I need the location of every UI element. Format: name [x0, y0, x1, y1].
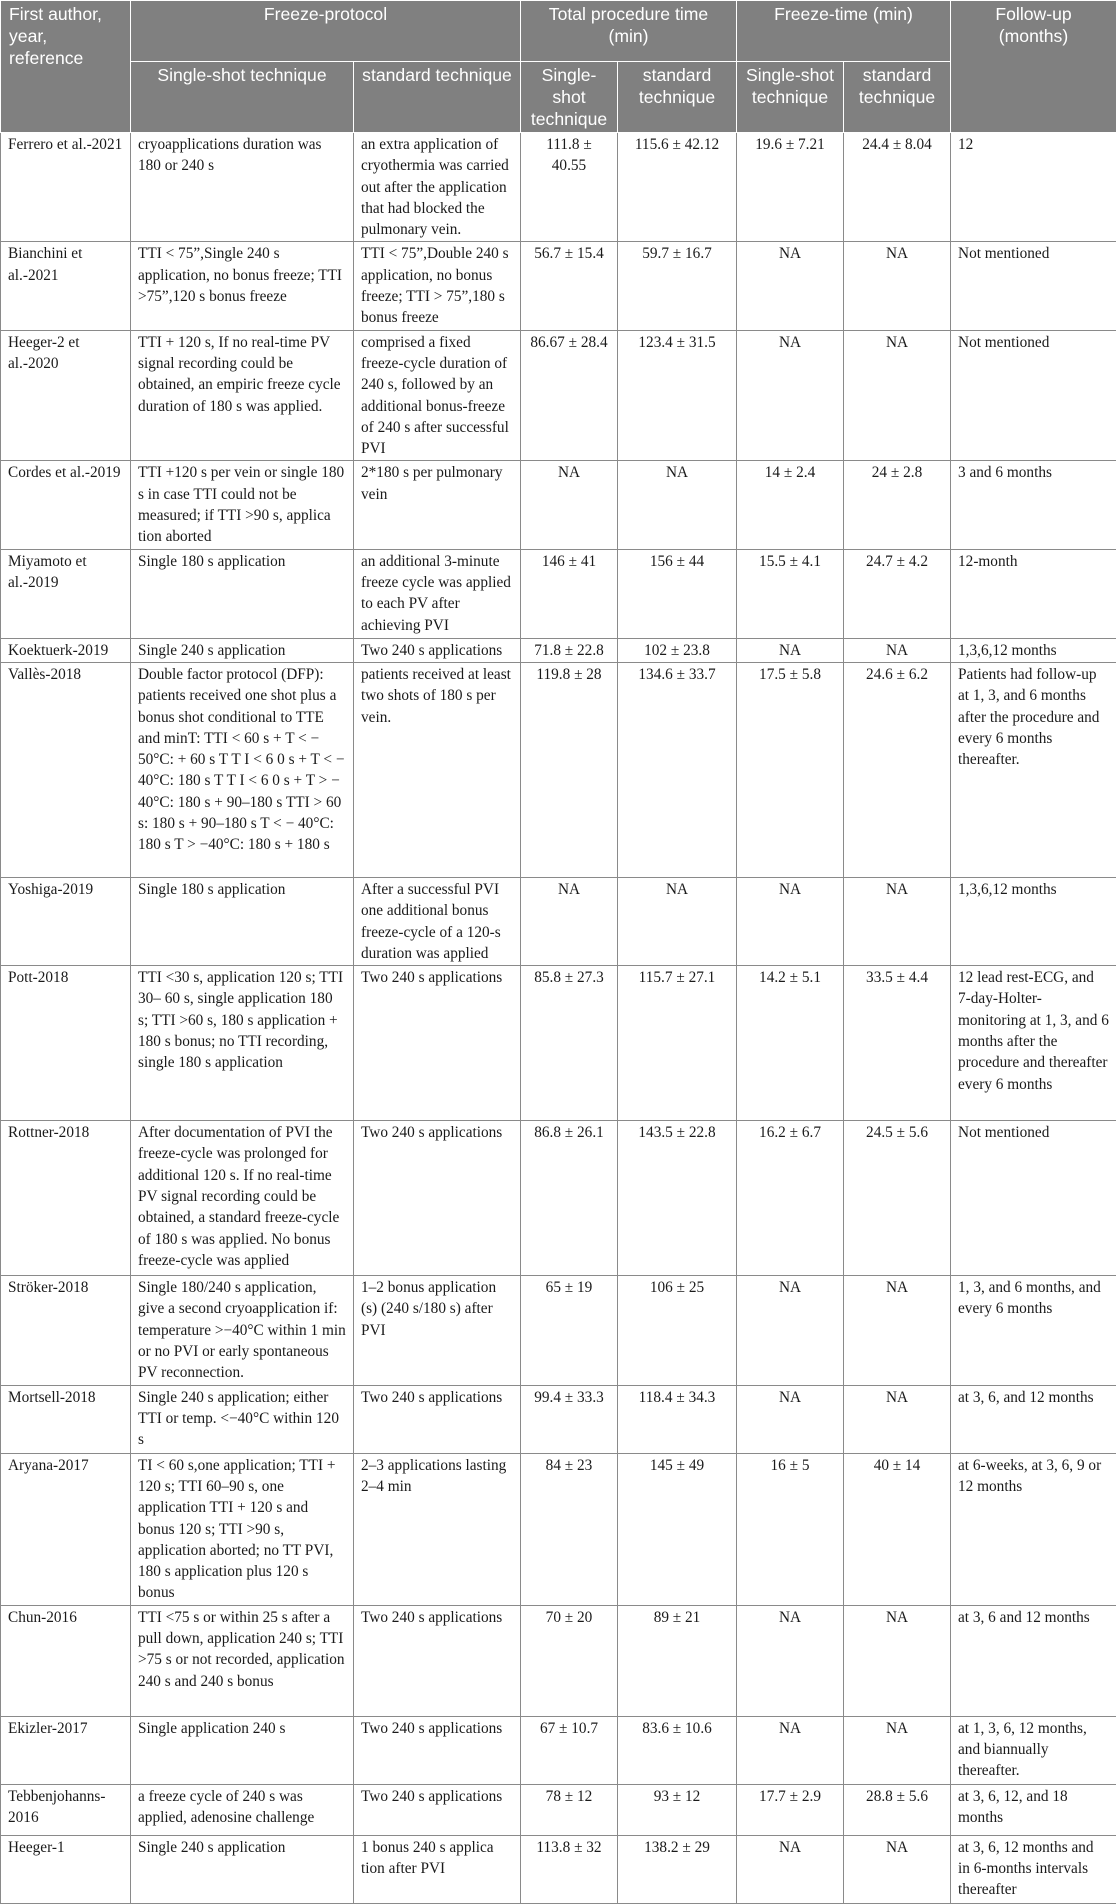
freeze-time-standard-cell: NA [844, 638, 951, 662]
author-cell: Vallès-2018 [1, 662, 131, 877]
freeze-time-single-shot-cell: NA [737, 877, 844, 965]
standard-protocol-cell: 2*180 s per pulmonary vein [354, 461, 521, 549]
standard-protocol-cell: 1–2 bonus application (s) (240 s/180 s) after PVI [354, 1276, 521, 1385]
follow-up-cell: 1, 3, and 6 months, and every 6 months [951, 1276, 1116, 1385]
single-shot-protocol-cell: TTI +120 s per vein or single 180 s in case TTI could not be measured; if TTI >90 s, applica tion aborted [131, 461, 354, 549]
header-freeze-time: Freeze-time (min) [737, 1, 951, 62]
freeze-time-single-shot-cell: 15.5 ± 4.1 [737, 549, 844, 638]
total-time-standard-cell: 145 ± 49 [618, 1453, 737, 1605]
freeze-time-single-shot-cell: 17.5 ± 5.8 [737, 662, 844, 877]
standard-protocol-cell: TTI < 75”,Double 240 s application, no bonus freeze; TTI > 75”,180 s bonus freeze [354, 242, 521, 330]
freeze-time-standard-cell: 24.4 ± 8.04 [844, 133, 951, 242]
freeze-time-standard-cell: 24 ± 2.8 [844, 461, 951, 549]
standard-protocol-cell: an additional 3-minute freeze cycle was applied to each PV after achieving PVI [354, 549, 521, 638]
author-cell: Pott-2018 [1, 966, 131, 1121]
standard-protocol-cell: Two 240 s applications [354, 1121, 521, 1276]
freeze-time-standard-cell: 28.8 ± 5.6 [844, 1784, 951, 1835]
total-time-single-shot-cell: NA [521, 877, 618, 965]
header-follow-up: Follow-up (months) [951, 1, 1116, 133]
follow-up-cell: Not mentioned [951, 1121, 1116, 1276]
freeze-time-single-shot-cell: 17.7 ± 2.9 [737, 1784, 844, 1835]
single-shot-protocol-cell: Single 240 s application; either TTI or temp. <−40°C within 120 s [131, 1385, 354, 1453]
table-header [1, 1, 1116, 133]
standard-protocol-cell: Two 240 s applications [354, 1716, 521, 1784]
freeze-time-standard-cell: 24.5 ± 5.6 [844, 1121, 951, 1276]
follow-up-cell: at 3, 6, 12, and 18 months [951, 1784, 1116, 1835]
subheader-standard: standard technique [618, 62, 737, 133]
total-time-single-shot-cell: 119.8 ± 28 [521, 662, 618, 877]
single-shot-protocol-cell: Double factor protocol (DFP): patients received one shot plus a bonus shot conditional to TTE and minT: TTI < 60 s + T < − 50°C: + 60 s T T I < 6 0 s + T < − 40°C: 180 s T T I < 6 0 s + T > − 40°C: 180 s + 90–180 s TTI > 60 s: 180 s + 90–180 s T < − 40°C: 180 s T > −40°C: 180 s + 180 s [131, 662, 354, 877]
total-time-single-shot-cell: 86.8 ± 26.1 [521, 1121, 618, 1276]
standard-protocol-cell: Two 240 s applications [354, 966, 521, 1121]
table-row [1, 133, 1116, 242]
freeze-time-single-shot-cell: NA [737, 1835, 844, 1903]
standard-protocol-cell: Two 240 s applications [354, 638, 521, 662]
total-time-single-shot-cell: 86.67 ± 28.4 [521, 330, 618, 461]
table-row [1, 1276, 1116, 1385]
author-cell: Yoshiga-2019 [1, 877, 131, 965]
single-shot-protocol-cell: Single 180 s application [131, 549, 354, 638]
freeze-time-standard-cell: NA [844, 242, 951, 330]
follow-up-cell: 12 lead rest-ECG, and 7-day-Holter-monitoring at 1, 3, and 6 months after the procedure and thereafter every 6 months [951, 966, 1116, 1121]
standard-protocol-cell: Two 240 s applications [354, 1605, 521, 1716]
total-time-standard-cell: 115.6 ± 42.12 [618, 133, 737, 242]
follow-up-cell: at 3, 6, and 12 months [951, 1385, 1116, 1453]
header-freeze-protocol: Freeze-protocol [131, 1, 521, 62]
follow-up-cell: Not mentioned [951, 330, 1116, 461]
total-time-single-shot-cell: 146 ± 41 [521, 549, 618, 638]
single-shot-protocol-cell: Single application 240 s [131, 1716, 354, 1784]
follow-up-cell: Patients had follow-up at 1, 3, and 6 months after the procedure and every 6 months thereafter. [951, 662, 1116, 877]
author-cell: Bianchini et al.-2021 [1, 242, 131, 330]
total-time-standard-cell: 102 ± 23.8 [618, 638, 737, 662]
total-time-single-shot-cell: 67 ± 10.7 [521, 1716, 618, 1784]
author-cell: Ekizler-2017 [1, 1716, 131, 1784]
single-shot-protocol-cell: a freeze cycle of 240 s was applied, adenosine challenge [131, 1784, 354, 1835]
total-time-single-shot-cell: 70 ± 20 [521, 1605, 618, 1716]
standard-protocol-cell: comprised a fixed freeze-cycle duration of 240 s, followed by an additional bonus-freeze of 240 s after successful PVI [354, 330, 521, 461]
author-cell: Koektuerk-2019 [1, 638, 131, 662]
table-row [1, 1835, 1116, 1903]
freeze-time-standard-cell: NA [844, 1276, 951, 1385]
freeze-time-single-shot-cell: NA [737, 1276, 844, 1385]
total-time-standard-cell: 106 ± 25 [618, 1276, 737, 1385]
table-row [1, 662, 1116, 877]
author-cell: Ferrero et al.-2021 [1, 133, 131, 242]
freeze-time-standard-cell: NA [844, 1716, 951, 1784]
follow-up-cell: at 3, 6, 12 months and in 6-months intervals thereafter [951, 1835, 1116, 1903]
standard-protocol-cell: 2–3 applications lasting 2–4 min [354, 1453, 521, 1605]
follow-up-cell: at 6-weeks, at 3, 6, 9 or 12 months [951, 1453, 1116, 1605]
freeze-time-standard-cell: NA [844, 1605, 951, 1716]
single-shot-protocol-cell: After documentation of PVI the freeze-cycle was prolonged for additional 120 s. If no real-time PV signal recording could be obtained, a standard freeze-cycle of 180 s was applied. No bonus freeze-cycle was applied [131, 1121, 354, 1276]
author-cell: Cordes et al.-2019 [1, 461, 131, 549]
subheader-single-shot: Single-shot technique [737, 62, 844, 133]
table-row [1, 966, 1116, 1121]
author-cell: Heeger-1 [1, 1835, 131, 1903]
total-time-single-shot-cell: 56.7 ± 15.4 [521, 242, 618, 330]
author-cell: Chun-2016 [1, 1605, 131, 1716]
table-row [1, 1784, 1116, 1835]
freeze-time-standard-cell: NA [844, 330, 951, 461]
freeze-time-single-shot-cell: NA [737, 1385, 844, 1453]
single-shot-protocol-cell: Single 180 s application [131, 877, 354, 965]
total-time-standard-cell: 59.7 ± 16.7 [618, 242, 737, 330]
subheader-single-shot: Single-shot technique [521, 62, 618, 133]
author-cell: Tebbenjohanns-2016 [1, 1784, 131, 1835]
freeze-time-single-shot-cell: NA [737, 330, 844, 461]
freeze-time-standard-cell: 24.7 ± 4.2 [844, 549, 951, 638]
total-time-standard-cell: NA [618, 461, 737, 549]
total-time-standard-cell: NA [618, 877, 737, 965]
freeze-time-single-shot-cell: NA [737, 638, 844, 662]
standard-protocol-cell: After a successful PVI one additional bonus freeze-cycle of a 120-s duration was applied [354, 877, 521, 965]
total-time-single-shot-cell: 113.8 ± 32 [521, 1835, 618, 1903]
follow-up-cell: 1,3,6,12 months [951, 877, 1116, 965]
table-row [1, 1121, 1116, 1276]
total-time-standard-cell: 93 ± 12 [618, 1784, 737, 1835]
header-author: First author, year, reference [1, 1, 131, 133]
follow-up-cell: at 1, 3, 6, 12 months, and biannually thereafter. [951, 1716, 1116, 1784]
freeze-time-standard-cell: 40 ± 14 [844, 1453, 951, 1605]
single-shot-protocol-cell: TTI < 75”,Single 240 s application, no bonus freeze; TTI >75”,120 s bonus freeze [131, 242, 354, 330]
single-shot-protocol-cell: cryoapplications duration was 180 or 240 s [131, 133, 354, 242]
follow-up-cell: at 3, 6 and 12 months [951, 1605, 1116, 1716]
subheader-standard: standard technique [354, 62, 521, 133]
single-shot-protocol-cell: TTI <75 s or within 25 s after a pull down, application 240 s; TTI >75 s or not recorded, application 240 s and 240 s bonus [131, 1605, 354, 1716]
table-row [1, 1605, 1116, 1716]
table-row [1, 1453, 1116, 1605]
follow-up-cell: 3 and 6 months [951, 461, 1116, 549]
freeze-time-single-shot-cell: 14.2 ± 5.1 [737, 966, 844, 1121]
standard-protocol-cell: an extra application of cryothermia was carried out after the application that had blocked the pulmonary vein. [354, 133, 521, 242]
total-time-standard-cell: 83.6 ± 10.6 [618, 1716, 737, 1784]
author-cell: Aryana-2017 [1, 1453, 131, 1605]
freeze-time-standard-cell: NA [844, 877, 951, 965]
table-body [1, 133, 1116, 1904]
total-time-single-shot-cell: 111.8 ± 40.55 [521, 133, 618, 242]
table-row [1, 330, 1116, 461]
total-time-single-shot-cell: NA [521, 461, 618, 549]
total-time-single-shot-cell: 71.8 ± 22.8 [521, 638, 618, 662]
total-time-standard-cell: 138.2 ± 29 [618, 1835, 737, 1903]
single-shot-protocol-cell: TTI <30 s, application 120 s; TTI 30– 60 s, single application 180 s; TTI >60 s, 180 s application + 180 s bonus; no TTI recording, single 180 s application [131, 966, 354, 1121]
total-time-standard-cell: 134.6 ± 33.7 [618, 662, 737, 877]
table-row [1, 242, 1116, 330]
freeze-time-standard-cell: 24.6 ± 6.2 [844, 662, 951, 877]
single-shot-protocol-cell: TTI + 120 s, If no real-time PV signal recording could be obtained, an empiric freeze cycle duration of 180 s was applied. [131, 330, 354, 461]
follow-up-cell: 12 [951, 133, 1116, 242]
standard-protocol-cell: Two 240 s applications [354, 1784, 521, 1835]
table-row [1, 638, 1116, 662]
freeze-time-single-shot-cell: 19.6 ± 7.21 [737, 133, 844, 242]
table-row [1, 1385, 1116, 1453]
follow-up-cell: Not mentioned [951, 242, 1116, 330]
total-time-standard-cell: 89 ± 21 [618, 1605, 737, 1716]
total-time-standard-cell: 143.5 ± 22.8 [618, 1121, 737, 1276]
freeze-time-single-shot-cell: NA [737, 1716, 844, 1784]
freeze-time-single-shot-cell: 14 ± 2.4 [737, 461, 844, 549]
table-row [1, 1716, 1116, 1784]
author-cell: Miyamoto et al.-2019 [1, 549, 131, 638]
total-time-single-shot-cell: 99.4 ± 33.3 [521, 1385, 618, 1453]
freeze-time-single-shot-cell: 16 ± 5 [737, 1453, 844, 1605]
table-row [1, 461, 1116, 549]
single-shot-protocol-cell: Single 180/240 s application, give a second cryoapplication if: temperature >−40°C within 1 min or no PVI or early spontaneous PV reconnection. [131, 1276, 354, 1385]
single-shot-protocol-cell: Single 240 s application [131, 1835, 354, 1903]
subheader-standard: standard technique [844, 62, 951, 133]
author-cell: Rottner-2018 [1, 1121, 131, 1276]
total-time-single-shot-cell: 78 ± 12 [521, 1784, 618, 1835]
freeze-time-standard-cell: 33.5 ± 4.4 [844, 966, 951, 1121]
freeze-time-single-shot-cell: 16.2 ± 6.7 [737, 1121, 844, 1276]
total-time-single-shot-cell: 84 ± 23 [521, 1453, 618, 1605]
table-row [1, 877, 1116, 965]
total-time-standard-cell: 123.4 ± 31.5 [618, 330, 737, 461]
single-shot-protocol-cell: Single 240 s application [131, 638, 354, 662]
standard-protocol-cell: 1 bonus 240 s applica tion after PVI [354, 1835, 521, 1903]
total-time-standard-cell: 118.4 ± 34.3 [618, 1385, 737, 1453]
author-cell: Ströker-2018 [1, 1276, 131, 1385]
total-time-standard-cell: 156 ± 44 [618, 549, 737, 638]
table-row [1, 549, 1116, 638]
total-time-single-shot-cell: 85.8 ± 27.3 [521, 966, 618, 1121]
total-time-standard-cell: 115.7 ± 27.1 [618, 966, 737, 1121]
follow-up-cell: 1,3,6,12 months [951, 638, 1116, 662]
standard-protocol-cell: patients received at least two shots of 180 s per vein. [354, 662, 521, 877]
total-time-single-shot-cell: 65 ± 19 [521, 1276, 618, 1385]
freeze-time-standard-cell: NA [844, 1835, 951, 1903]
single-shot-protocol-cell: TI < 60 s,one application; TTI + 120 s; TTI 60–90 s, one application TTI + 120 s and bonus 120 s; TTI >90 s, application aborted; no TT PVI, 180 s application plus 120 s bonus [131, 1453, 354, 1605]
author-cell: Heeger-2 et al.-2020 [1, 330, 131, 461]
freeze-time-standard-cell: NA [844, 1385, 951, 1453]
follow-up-cell: 12-month [951, 549, 1116, 638]
freeze-time-single-shot-cell: NA [737, 242, 844, 330]
freeze-time-single-shot-cell: NA [737, 1605, 844, 1716]
subheader-single-shot: Single-shot technique [131, 62, 354, 133]
author-cell: Mortsell-2018 [1, 1385, 131, 1453]
header-total-time: Total procedure time (min) [521, 1, 737, 62]
standard-protocol-cell: Two 240 s applications [354, 1385, 521, 1453]
